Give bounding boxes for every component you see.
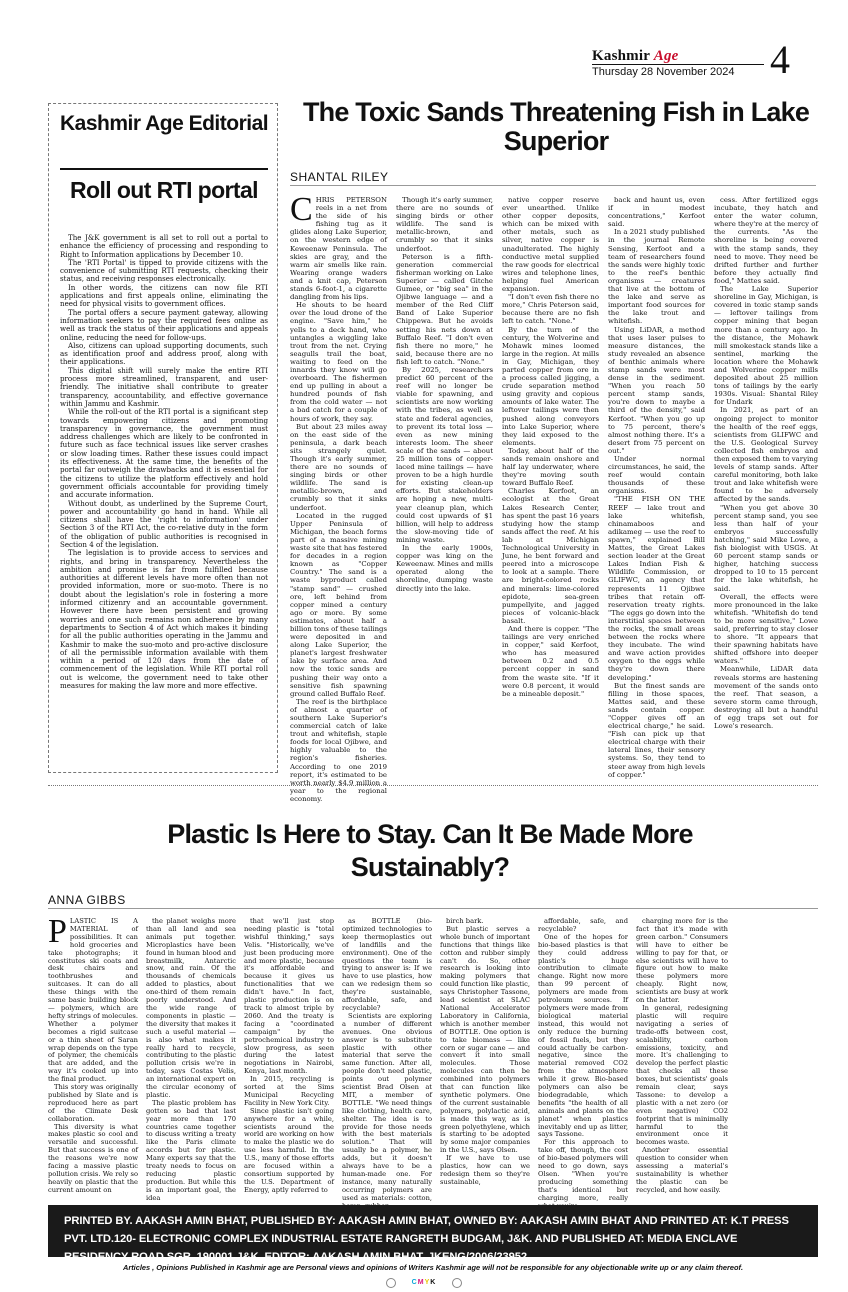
- cmyk-marks: [404, 1279, 444, 1286]
- article-paragraph: This diversity is what makes plastic so cool and versatile and successful. But that success is one of the reasons we're now facing a massive plastic pollution crisis. We rely so heavily on plastic that the current amount on: [48, 1122, 138, 1194]
- article-paragraph: cess. After fertilized eggs incubate, they hatch and enter the water column, where they're at the mercy of the currents. "As the shoreline is being covered with the stamp sands, they need to move. They need be drifted further and further before they actually find food," Mattes said.: [714, 196, 818, 285]
- editorial-paragraph: The 'RTI Portal' is tipped to provide citizens with the convenience of submitting RTI requests, checking their status, and receiving responses electronically.: [60, 257, 268, 284]
- article-paragraph: For this approach to take off, though, the cost of bio-based polymers will need to go down, says Olsen. "When you're producing something that's identical but charging more, really: [538, 1138, 628, 1202]
- article1-column: [290, 191, 387, 803]
- article-paragraph: as BOTTLE (bio-optimized technologies to keep thermoplastics out of landfills and the environment). One of the questions the team is trying to answer is: If we have to use plastics, how can we redesign them so they're sustainable, affordable, safe, and recyclable?: [342, 917, 432, 1012]
- editorial-paragraph: In other words, the citizens can now file RTI applications and first appeals online, eliminating the need for physical visits to government offices.: [60, 282, 268, 309]
- masthead-logo: [592, 48, 679, 65]
- cmyk-y: Y: [424, 1279, 431, 1286]
- article-paragraph: Overall, the effects were more pronounced in the lake whitefish. "Whitefish do tend to be more sensitive," Lowe said, preferring to stay closer to shore. "It appears that their spawning habitats have shifted offshore into deeper waters.": [714, 592, 818, 666]
- article-paragraph: Another essential question to consider when assessing a material's sustainability is whether the plastic can be recycled, and how easily.: [636, 1146, 728, 1194]
- article-paragraph: But plastic serves a whole bunch of important functions that things like cotton and rubber simply can't do. So, other research is looking into making polymers that could function like plastic, says Christopher Tassone, lead scientist at SLAC National Accelerator Laboratory in California, which is another member of BOTTLE. One option is to take biomass — like corn or sugar cane — and convert it into small molecules. Those molecules can then be combined into polymers that can function like synthetic polymers. One of the current sustainable polymers, polylactic acid, is made this way, as is green polyethylene, which is starting to be adopted by some major companies in the U.S., says Olsen.: [440, 924, 530, 1155]
- print-line: PRINTED BY. AAKASH AMIN BHAT, PUBLISHED BY: AAKASH AMIN BHAT, OWNED BY: AAKASH AMIN BHAT AND PRINTED AT: K.T PRESS PVT. LTD.120- ELECTRONIC COMPLEX INDUSTRIAL ESTATE RANGRETH BUDGAM, J&K. AND PUBLISHED AT: MEDIA ENCLAVE RESIDENCY ROAD SGR. 190001 J&K. EDITOR: AAKASH AMIN BHAT, JKENG/2006/23952: [48, 1205, 818, 1257]
- article-paragraph: The plastic problem has gotten so bad that last year more than 170 countries came together to discuss writing a treaty like the Paris climate accords but for plastic. Many experts say that the treaty needs to focus on reducing plastic production. But while this is an important goal, the idea: [146, 1098, 236, 1202]
- article-paragraph: He shouts to be heard over the loud drone of the engine. "Save him," he yells to a deck hand, who untangles a wiggling lake trout from the net. Crying seagulls trail the boat, waiting to feed on the innards they know will go overboard. The fishermen end up pulling in about a hundred pounds of fish from the cold water — not a bad catch for a couple of hours of work, they say.: [290, 301, 387, 423]
- masthead-brand-accent: Age: [653, 48, 679, 64]
- masthead-brand-main: Kashmir: [592, 48, 654, 64]
- cmyk-k: K: [430, 1279, 437, 1286]
- article-paragraph: In a 2021 study published in the journal Remote Sensing, Kerfoot and a team of researchers found the sands were highly toxic to the reef's benthic organisms — creatures that live at the bottom of the lake and serve as important food sources for the lake trout and whitefish.: [608, 228, 705, 326]
- editorial-paragraph: This digital shift will surely make the entire RTI process more streamlined, transparent, and user-friendly. The initiative shall contribute to greater transparency, accountability, and effective governance within Jammu and Kashmir.: [60, 365, 268, 408]
- editorial-brand: Kashmir Age Editorial: [60, 112, 269, 135]
- article-paragraph: Peterson is a fifth-generation commercial fisherman working on Lake Superior — called Gitche Gumee, or "big sea" in the Ojibwe language — and a member of the Red Cliff Band of Lake Superior Chippewa. But he avoids setting his nets down at Buffalo Reef. "I don't even fish there no more," he said, because there are no fish left to catch. "None.": [396, 252, 493, 366]
- article-paragraph: back and haunt us, even if in modest concentrations," Kerfoot said.: [608, 196, 705, 229]
- article-paragraph: Today, about half of the sands remain onshore and half lay underwater, where they're moving south toward Buffalo Reef.: [502, 446, 599, 488]
- article-paragraph: Since plastic isn't going anywhere for a while, scientists around the world are working on how to make the plastic we do use less harmful. In the U.S., many of those efforts are focused within a consortium supported by the U.S. Department of Energy, aptly referred to: [244, 1106, 334, 1194]
- article-paragraph: In general, redesigning plastic will require navigating a series of trade-offs between cost, scalability, carbon emissions, toxicity, and more. It's challenging to develop the perfect plastic that checks all these boxes, but scientists' goals remain clear, says Tassone: to develop a plastic with a net zero (or even negative) CO2 footprint that is minimally harmful to the environment once it becomes waste.: [636, 1003, 728, 1147]
- article-paragraph: Meanwhile, LiDAR data reveals storms are hastening movement of the sands onto the reef. That season, a severe storm came through, destroying all but a handful of egg traps set out for Lowe's research.: [714, 665, 818, 731]
- article-paragraph-text: LASTIC IS A MATERIAL of possibilities. It can hold groceries and take photographs; it constitutes ski coats and desk chairs and toothbrushes and suitcases. It can do all these things with the same basic building block — polymers, which are hefty strings of molecules. Whether a polymer becomes a rigid suitcase or a thin sheet of Saran wrap depends on the type of polymer, the chemicals that are added, and the way it's cooked up into the final product.: [48, 917, 138, 1084]
- article-paragraph: native copper reserve ever unearthed. Unlike other copper deposits, which can be mixed with other metals, such as silver, native copper is unadulterated. The highly conductive metal supplied the raw goods for electrical wires and telephone lines, helping fuel American expansion.: [502, 196, 599, 294]
- editorial-paragraph: The portal offers a secure payment gateway, allowing information seekers to pay the required fees online as well as track the status of their applications and appeals online, reducing the need for follow-ups.: [60, 307, 268, 342]
- article-paragraph-text: HRIS PETERSON reels in a net from the side of his fishing tug as it glides along Lake Superior, on the western edge of Keweenaw Peninsula. The skies are gray, and the warm air smells like rain. Wearing orange waders and a knit cap, Peterson stands 6-foot-1, a cigarette dangling from his lips.: [290, 196, 387, 302]
- article1-rule: [290, 185, 816, 186]
- article-paragraph: charging more for is the fact that it's made with green carbon." Consumers will have to either be willing to pay for that, or else scientists will have to figure out how to make these polymers more cheaply. Right now, scientists are busy at work on the latter.: [636, 917, 728, 1005]
- article1-byline: SHANTAL RILEY: [290, 170, 389, 184]
- article2-column: [636, 917, 728, 1194]
- article2-column: [440, 918, 530, 1190]
- cmyk-m: M: [417, 1279, 425, 1286]
- article-paragraph: Under normal circumstances, he said, the reef would contain thousands of these organisms.: [608, 455, 705, 496]
- article-paragraph: "When you get above 30 percent stamp sand, you see less than half of your embryos successfully hatching," said Mike Lowe, a fish biologist with USGS. At 60 percent stamp sands or higher, hatching success dropped to 10 to 15 percent for the lake whitefish, he said.: [714, 503, 818, 593]
- article1-column: [502, 196, 599, 768]
- article2-byline: ANNA GIBBS: [48, 893, 126, 907]
- article-paragraph: By the turn of the century, the Wolverine and Mohawk mines loomed large in the region. At mills in Gay, Michigan, they parted copper from ore in a process called jigging, a crude separation method using gravity and copious amounts of lake water. The leftover tailings were then pushed along conveyors into Lake Superior, where they laid exposed to the elements.: [502, 325, 599, 447]
- editorial-paragraph: Without doubt, as underlined by the Supreme Court, power and accountability go hand in hand. While all citizens shall have the 'right to information' under Section 3 of the RTI Act, the co-relative duty in the form of the obligation of public authorities is recognised in Section 4 of the legislation.: [60, 498, 268, 549]
- article-paragraph: "THE FISH ON THE REEF — lake trout and lake whitefish, chinamaboos and adikameg — use the reef to spawn," explained Bill Mattes, the Great Lakes section leader at the Great Lakes Indian Fish & Wildlife Commission, or GLIFWC, an agency that represents 11 Ojibwe tribes that retain off-reservation treaty rights. "The eggs go down into the interstitial spaces between the rocks, the small areas between the rocks where they incubate. The wind and wave action provides oxygen to the eggs while they're down there developing.": [608, 495, 705, 682]
- article-paragraph: But about 23 miles away on the east side of the peninsula, a dark beach sits strangely quiet. Though it's early summer, there are no sounds of singing birds or other wildlife. The sand is metallic-brown, and crumbly so that it sinks underfoot.: [290, 422, 387, 512]
- article2-column: [538, 917, 628, 1202]
- section-divider: [48, 785, 818, 786]
- article-paragraph: In 2015, recycling is sorted at the Sims Municipal Recycling Facility in New York City.: [244, 1075, 334, 1107]
- article2-title: Plastic Is Here to Stay. Can It Be Made More Sustainably?: [167, 819, 693, 882]
- editorial-headline: Roll out RTI portal: [70, 177, 258, 203]
- article2-column: [48, 913, 138, 1194]
- article1-column: [396, 196, 493, 768]
- article-paragraph: the planet weighs more than all land and sea animals put together. Microplastics have been found in human blood and breastmilk, Antarctic snow, and rain. Of the thousands of chemicals added to plastics, about one-third of them remain poorly understood. And the wide range of components in plastic — the diversity that makes it such a useful material — is also what makes it really hard to recycle, contributing to the plastic pollution crisis we're in today, says Costas Velis, an international expert on the circular economy of plastic.: [146, 917, 236, 1099]
- article-paragraph: And there is copper. "The tailings are very enriched in copper," said Kerfoot, who has measured between 0.2 and 0.5 percent copper in sand from the waste site. "If it were 0.8 percent, it would be a mineable deposit.": [502, 624, 599, 698]
- editorial-body: [60, 234, 268, 690]
- article-paragraph: The Lake Superior shoreline in Gay, Michigan, is covered in toxic stamp sands — leftover tailings from copper mining that began more than a century ago. In the distance, the Mohawk mill smokestack stands like a sentinel, marking the location where the Mohawk and Wolverine copper mills deposited about 25 million tons of tailings by the early 1930s. Visual: Shantal Riley for Undark: [714, 285, 818, 407]
- article-paragraph: Though it's early summer, there are no sounds of singing birds or other wildlife. The sand is metallic-brown, and crumbly so that it sinks underfoot.: [396, 196, 493, 253]
- editorial-paragraph: The legislation is to provide access to services and rights, and bring in transparency. Nevertheless the ambition and promise is far from fulfilled because authorities at different levels have more often than not provided information, more or suo-moto. There is no doubt about the legislation's role in fostering a more informed citizenry and an accountable government. However there have been persistent and growing worries and one such remains non adherence by many departments to Section 4 of Act which makes it binding for all the public authorities operating in the Jammu and Kashmir to make the suo-moto and pro-active disclosure of all the permissible information available with them within a period of 120 days from the date of commencement of the legislation. While RTI portal roll out is welcome, the government need to take other measures for making the law more and more effective.: [60, 548, 268, 691]
- editorial-paragraph: Also, citizens can upload supporting documents, such as identification proof and address proof, along with their applications.: [60, 340, 268, 367]
- disclaimer: Articles , Opinions Published in Kashmir age are Personal views and opinions of Writers Kashmir age will not be responsible for any objectionable write up or any claim thereof.: [123, 1263, 743, 1272]
- article-paragraph: But the finest sands are filling in those spaces, Mattes said, and these sands contain copper. "Copper gives off an electrical charge," he said. "Fish can pick up that electrical charge with their lateral lines, their sensory systems. So, they tend to steer away from high levels of copper.": [608, 681, 705, 779]
- drop-cap: P: [48, 913, 67, 950]
- article2-column: [244, 917, 334, 1194]
- article-paragraph: By 2025, researchers predict 60 percent of the reef will no longer be viable for spawning, and scientists are now working with the tribes, as well as state and federal agencies, to prevent its total loss — even as new mining interests loom. The sheer scale of the sands — about 25 million tons of copper-laced mine tailings — have proven to be a high hurdle for existing clean-up efforts. But stakeholders are hoping a new, multi-year cleanup plan, which could cost upwards of $1 billion, will help to address the slow-moving tide of mining waste.: [396, 365, 493, 544]
- article-paragraph: This story was originally published by Slate and is reproduced here as part of the Climate Desk collaboration.: [48, 1083, 138, 1123]
- article-paragraph: birch bark.: [446, 917, 484, 925]
- article1-column: [608, 196, 705, 779]
- article-paragraph: In 2021, as part of an ongoing project to monitor the health of the reef eggs, scientists from GLIFWC and the U.S. Geological Survey collected fish embryos and then exposed them to varying levels of stamp sands. After careful monitoring, both lake trout and lake whitefish were found to be adversely affected by the sands.: [714, 406, 819, 504]
- masthead-date: Thursday 28 November 2024: [592, 66, 735, 78]
- article1-column: [714, 196, 818, 768]
- cmyk-c: C: [411, 1279, 418, 1286]
- article2-rule: [48, 908, 818, 909]
- article-paragraph: Scientists are exploring a number of different avenues. One obvious answer is to substitute plastic with other material that serve the same function. After all, people don't need plastic, points out polymer scientist Brad Olsen at MIT, a member of BOTTLE. "We need things like clothing, health care, shelter. The idea is to provide for those needs with the best materials solution." That will usually be a polymer, he adds, but it doesn't always have to be a human-made one. For instance, many naturally occurring polymers are used as materials: cotton,: [342, 1011, 432, 1202]
- page-number: 4: [770, 37, 790, 82]
- article-paragraph: Using LiDAR, a method that uses laser pulses to measure distances, the study revealed an absence of benthic animals where stamp sands were most dense in the sediment. "When you reach 50 percent stamp sands, you're down to maybe a third of the density," said Kerfoot. "When you go up to 75 percent, there's almost nothing there. It's a desert from 75 percent on out.": [608, 325, 705, 455]
- article-paragraph: "I don't even fish there no more," Chris Peterson said, because there are no fish left to catch. "None.": [502, 293, 599, 326]
- article-paragraph: The reef is the birthplace of almost a quarter of southern Lake Superior's commercial catch of lake trout and whitefish, staple foods for local Ojibwe, and highly valuable to the region's fisheries. According to one 2019 report, it's estimated to be worth nearly $4.9 million a year to the regional economy.: [290, 697, 387, 803]
- registration-mark-icon: [452, 1278, 462, 1288]
- article2-column: [146, 917, 236, 1202]
- article-paragraph: [290, 191, 387, 302]
- article-paragraph: [48, 913, 138, 1084]
- editorial-paragraph: The J&K government is all set to roll out a portal to enhance the efficiency of processing and responding to Right to Information applications by December 10.: [60, 233, 268, 259]
- article-paragraph: If we have to use plastics, how can we redesign them so they're sustainable,: [440, 1154, 530, 1186]
- article-paragraph: Located in the rugged Upper Peninsula of Michigan, the beach forms part of a massive mining waste site that has festered for decades in a region known as "Copper Country." The sand is a waste byproduct called "stamp sand" — crushed ore, left behind from copper mined a century ago or more. By some estimates, about half a billion tons of these tailings were deposited in and along Lake Superior, the planet's largest freshwater lake by surface area. And now the toxic sands are pushing their way onto a sensitive fish spawning ground called Buffalo Reef.: [290, 511, 387, 698]
- registration-mark-icon: [386, 1278, 396, 1288]
- editorial-rule: [60, 168, 268, 170]
- article-paragraph: that we'll just stop needing plastic is "total wishful thinking," says Velis. "Historically, we've just been producing more and more plastic, because it's affordable and because it gives us functionalities that we didn't have." In fact, plastic production is on track to almost triple by 2060. And the treaty is facing a "coordinated campaign" by the petrochemical industry to slow progress, as seen during the latest negotiations in Nairobi, Kenya, last month.: [244, 917, 334, 1076]
- editorial-paragraph: While the roll-out of the RTI portal is a significant step towards empowering citizens and promoting transparency in governance, the government must address challenges which are likely to be confronted in future such as face technical issues like server crashes or slow loading times. Rather these issues could impact its effectiveness. At the same time, the benefits of the portal far outweigh the drawbacks and it is essential for the citizens to utilize the platform effectively and hold government officials accountable for providing timely and accurate information.: [60, 407, 268, 500]
- article-paragraph: One of the hopes for bio-based plastics is that they could address plastic's huge contribution to climate change. Right now more than 99 percent of polymers are made from petroleum sources. If polymers were made from biological material instead, this would not only reduce the burning of fossil fuels, but they could actually be carbon-negative, since the material removed CO2 from the atmosphere while it grew. Bio-based polymers can also be biodegradable, which benefits "the health of all animals and plants on the planet" when plastics inevitably end up as litter, says Tassone.: [538, 932, 628, 1139]
- article1-title: The Toxic Sands Threatening Fish in Lake Superior: [302, 97, 810, 156]
- masthead-rule: [592, 64, 764, 65]
- article-paragraph: In the early 1900s, copper was king on the Keweenaw. Mines and mills operated along the shoreline, dumping waste directly into the lake.: [396, 544, 493, 593]
- article2-column: [342, 917, 432, 1202]
- article-paragraph: affordable, safe, and recyclable?: [538, 917, 628, 933]
- drop-cap: C: [290, 191, 313, 228]
- article-paragraph: Charles Kerfoot, an ecologist at the Great Lakes Research Center, has spent the past 16 years studying how the stamp sands affect the reef. At his lab at Michigan Technological University in June, he bent forward and peered into a microscope to look at a sample. There are bright-colored rocks and minerals: lime-colored epidote, sea-green pumpellyite, and jagged pieces of volcanic-black basalt.: [502, 487, 599, 625]
